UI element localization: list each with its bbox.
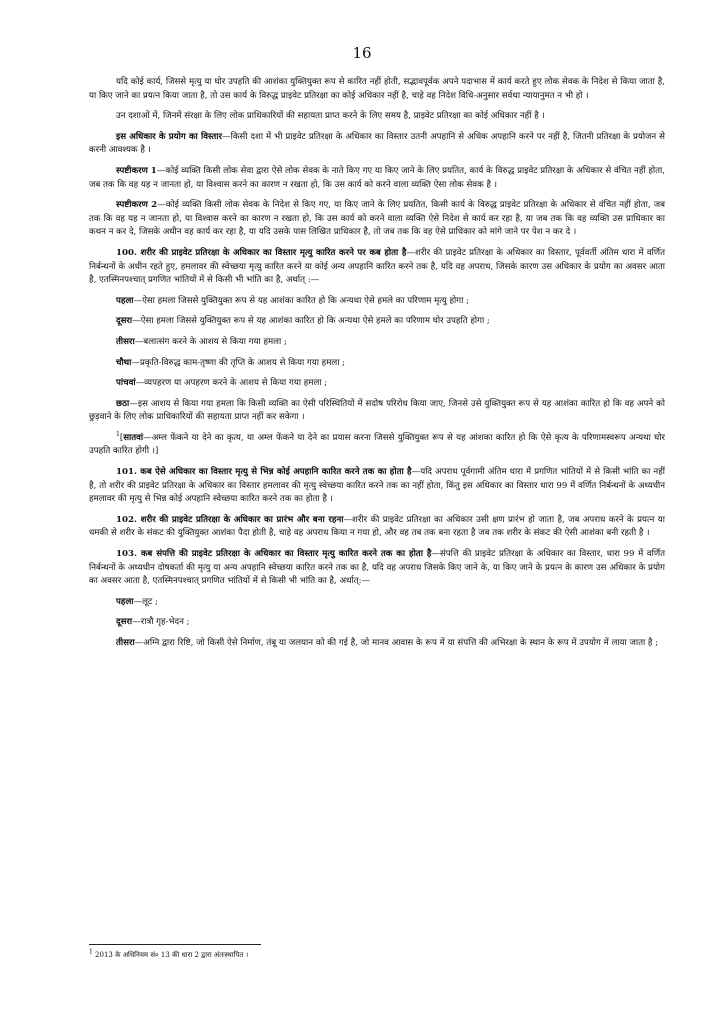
clause-item — [89, 357, 665, 371]
section-heading: 102. शरीर की प्राइवेट प्रतिरक्षा के अधिकार का प्रारंभ और बना रहना — [116, 514, 344, 525]
clause-heading: सातवां — [123, 432, 144, 443]
clause-heading: पहला — [116, 295, 134, 306]
section-103 — [89, 548, 665, 589]
clause-item-inserted — [89, 432, 665, 459]
section-text: —यदि अपराध पूर्वगामी अंतिम धारा में प्रगणित भांतियों में से किसी भांति का नहीं है, तो शरीर की प्राइवेट प्रतिरक्षा के अधिकार का विस्तार हमलावर की मृत्यु स्वेच्छया कारित करने तक का नहीं होता, किंतु इस अधिकार का विस्तार धारा 99 में वर्णित निर्बन्धनों के अध्यधीन हमलावर की मृत्यु से भिन्न कोई अपहानि स्वेच्छया कारित करने तक का होता है । — [89, 467, 665, 505]
clause-text: —इस आशय से किया गया हमला कि किसी व्यक्ति का ऐसी परिस्थितियों में सदोष परिरोध किया जाए, जिनसे उसे युक्तियुक्त रूप से यह आशंका कारित हो कि वह अपने को छुड़वाने के लिए लोक प्राधिकारियों की सहायता प्राप्त नहीं कर सकेगा । — [89, 398, 665, 423]
clause-heading: दूसरा — [116, 617, 133, 628]
section-heading: 101. कब ऐसे अधिकार का विस्तार मृत्यु से भिन्न कोई अपहानि कारित करने तक का होता है — [116, 467, 412, 478]
bracket-open: [ — [119, 432, 124, 443]
clause-text: —व्यपहरण या अपहरण करने के आशय से किया गया हमला ; — [135, 378, 328, 389]
explanation-heading: स्पष्टीकरण 1 — [116, 165, 157, 176]
clause-item — [89, 315, 665, 329]
section-text: —शरीर की प्राइवेट प्रतिरक्षा का अधिकार उसी क्षण प्रारंभ हो जाता है, जब अपराध करने के प्रयत्न या धमकी से शरीर के संकट की युक्तियुक्त आशंका पैदा होती है, चाहे वह अपराध किया न गया हो, और वह तब तक बना रहता है जब तक शरीर के संकट की ऐसी आशंका बनी रहती है । — [89, 514, 665, 539]
clause-text: —लूट ; — [133, 596, 158, 607]
clause-text: —अग्नि द्वारा रिष्टि, जो किसी ऐसे निर्माण, तंबू या जलयान को की गई है, जो मानव आवास के रूप में या संपत्ति की अभिरक्षा के स्थान के रूप में उपयोग में लाया जाता है ; — [134, 638, 659, 648]
section-102 — [89, 514, 665, 541]
section-heading: 100. शरीर की प्राइवेट प्रतिरक्षा के अधिकार का विस्तार मृत्यु कारित करने पर कब होता है — [116, 247, 407, 258]
clause-item — [89, 616, 665, 630]
page-number: 16 — [352, 44, 372, 62]
section-text: —संपत्ति की प्राइवेट प्रतिरक्षा के अधिकार का विस्तार, धारा 99 में वर्णित निर्बन्धनों के अध्यधीन दोषकर्ता की मृत्यु या अन्य अपहानि स्वेच्छया कारित करने तक का है, यदि वह अपराध जिसके किए जाने के, या किए जाने के प्रयत्न के कारण उस अधिकार के प्रयोग का अवसर आता है, एतस्मिनपश्चात् प्रगणित भांतियों में से किसी भी भांति का है, अर्थात्:— — [89, 549, 666, 587]
explanation-2 — [89, 199, 665, 240]
clause-heading: छठा — [116, 398, 130, 409]
footnote-mark: 1 — [89, 948, 93, 956]
section-100 — [89, 247, 665, 288]
clause-heading: पांचवां — [116, 378, 136, 389]
clause-heading: तीसरा — [116, 336, 135, 347]
footnote-text: 2013 के अधिनियम सं० 13 की धारा 2 द्वारा अंतःस्थापित । — [92, 951, 249, 959]
clause-item — [89, 596, 665, 610]
clause-heading: चौथा — [116, 357, 132, 368]
paragraph: उन दशाओं में, जिनमें संरक्षा के लिए लोक प्राधिकारियों की सहायता प्राप्त करने के लिए समय है, प्राइवेट प्रतिरक्षा का कोई अधिकार नहीं है । — [116, 111, 545, 122]
clause-text: —ऐसा हमला जिससे युक्तियुक्त रूप से यह आशंका कारित हो कि अन्यथा ऐसे हमले का परिणाम मृत्यु होगा ; — [133, 295, 469, 306]
clause-text: —ऐसा हमला जिससे युक्तियुक्त रूप से यह आशंका कारित हो कि अन्यथा ऐसे हमले का परिणाम घोर उपहति होगा ; — [132, 316, 490, 327]
document-body — [89, 76, 665, 658]
clause-text: —रात्रौ गृह-भेदन ; — [132, 617, 190, 628]
section-text: —शरीर की प्राइवेट प्रतिरक्षा के अधिकार का विस्तार, पूर्ववर्ती अंतिम धारा में वर्णित निर्बन्धनों के अधीन रहते हुए, हमलावर की स्वेच्छया मृत्यु कारित करने या कोई अन्य अपहानि कारित करने तक है, यदि वह अपराध, जिसके कारण उस अधिकार के प्रयोग का अवसर आता है, एतस्मिनपश्चात् प्रगणित भांतियों में से किसी भी भांति का है, अर्थात् :— — [89, 247, 665, 286]
explanation-heading: स्पष्टीकरण 2 — [116, 200, 158, 211]
section-101 — [89, 466, 665, 507]
footnote-divider — [89, 944, 261, 945]
clause-heading: दूसरा — [116, 316, 133, 327]
paragraph — [89, 131, 665, 158]
footnote — [89, 950, 665, 960]
clause-item — [89, 295, 665, 309]
clause-item — [89, 637, 665, 651]
paragraph: यदि कोई कार्य, जिससे मृत्यु या घोर उपहति की आशंका युक्तियुक्त रूप से कारित नहीं होती, सद्भावपूर्वक अपने पदाभास में कार्य करते हुए लोक सेवक के निदेश से किया जाता है, या किए जाने का प्रयत्न किया जाता है, तो उस कार्य के विरुद्ध प्राइवेट प्रतिरक्षा का कोई अधिकार नहीं है, चाहे वह निदेश विधि-अनुसार सर्वथा न्यायानुमत न भी हो । — [89, 77, 665, 101]
clause-text: —बलात्संग करने के आशय से किया गया हमला ; — [134, 336, 287, 347]
explanation-text: —कोई व्यक्ति किसी लोक सेवा द्वारा ऐसे लोक सेवक के नाते किए गए या किए जाने के लिए प्रयतित, कार्य के विरुद्ध प्राइवेट प्रतिरक्षा के अधिकार से वंचित नहीं होता, जब तक कि वह यह न जानता हो, या विश्वास करने का कारण न रखता हो, कि उस कार्य को करने वाला व्यक्ति ऐसा लोक सेवक है । — [89, 165, 665, 190]
paragraph-heading: इस अधिकार के प्रयोग का विस्तार — [116, 131, 222, 142]
explanation-1 — [89, 165, 665, 192]
footnote-reference: 1 — [116, 431, 120, 439]
clause-item — [89, 336, 665, 350]
section-heading: 103. कब संपत्ति की प्राइवेट प्रतिरक्षा के अधिकार का विस्तार मृत्यु कारित करने तक का होता है — [116, 549, 432, 560]
clause-text: —अम्ल फेंकने या देने का कृत्य, या अम्ल फेंकने या देने का प्रयास करना जिससे युक्तियुक्त रूप से यह आंशका कारित हो कि ऐसे कृत्य के परिणामस्वरूप अन्यथा घोर उपहति कारित होगी ।] — [89, 432, 665, 457]
clause-heading: पहला — [116, 596, 134, 607]
paragraph-text: —किसी दशा में भी प्राइवेट प्रतिरक्षा के अधिकार का विस्तार उतनी अपहानि से अधिक अपहानि करने पर नहीं है, जितनी प्रतिरक्षा के प्रयोजन से करनी आवश्यक है । — [89, 131, 665, 156]
explanation-text: —कोई व्यक्ति किसी लोक सेवक के निदेश से किए गए, या किए जाने के लिए प्रयतित, किसी कार्य के विरुद्ध प्राइवेट प्रतिरक्षा के अधिकार से वंचित नहीं होता, जब तक कि वह यह न जानता हो, या विश्वास करने का कारण न रखता हो, कि उस कार्य को करने वाला व्यक्ति ऐसे निदेश से कार्य कर रहा है, या जब तक कि वह व्यक्ति उस प्राधिकार का कथन न कर दे, जिसके अधीन वह कार्य कर रहा है, या यदि उसके पास लिखित प्राधिकार है, तो जब तक कि वह ऐसे प्राधिकार को मांगे जाने पर पेश न कर दे । — [89, 200, 665, 238]
clause-item — [89, 377, 665, 391]
clause-heading: तीसरा — [116, 638, 135, 648]
clause-text: —प्रकृति-विरुद्ध काम-तृष्णा की तृप्ति के आशय से किया गया हमला ; — [131, 357, 346, 368]
clause-item — [89, 398, 665, 425]
